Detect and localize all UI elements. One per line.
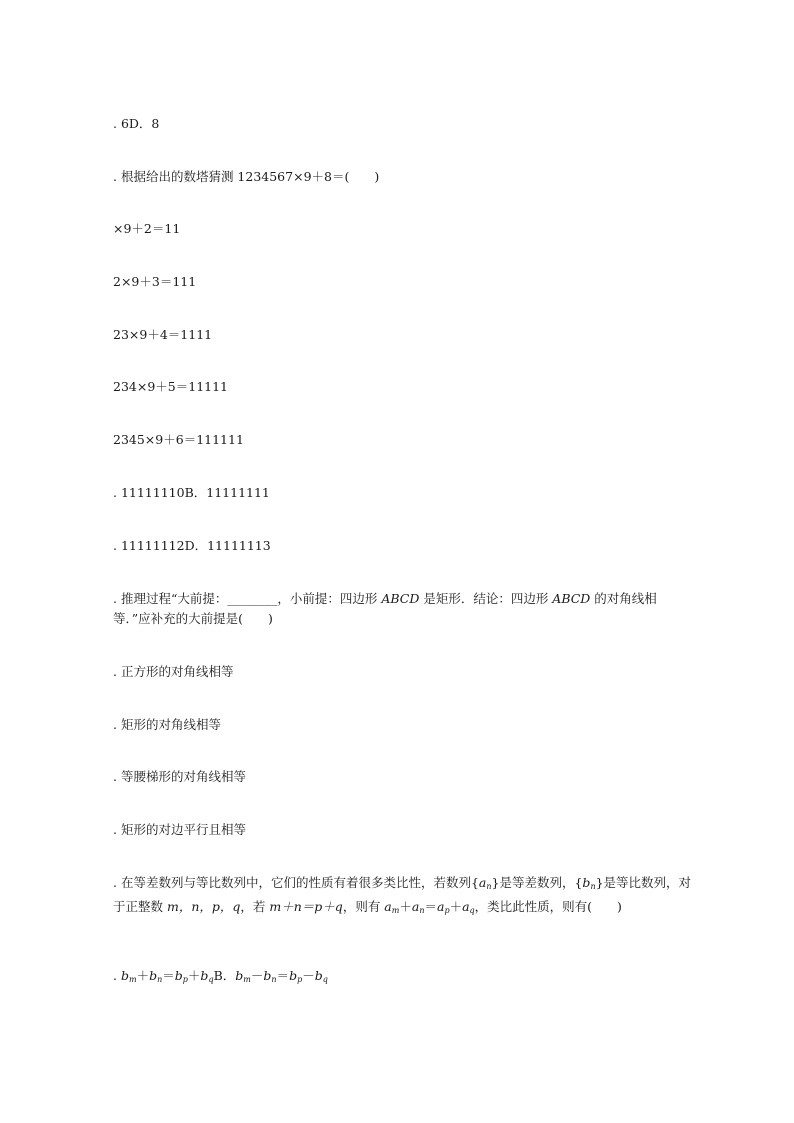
question-text: }是等差数列，{ xyxy=(491,875,583,890)
math-op: ＋ xyxy=(187,968,201,983)
question-sequence-analogy xyxy=(113,873,693,921)
question-syllogism xyxy=(113,589,688,629)
math-sub: n xyxy=(271,975,277,984)
option-line-a-b: . 11111110B．11111111 xyxy=(113,485,270,500)
option-a: . 正方形的对角线相等 xyxy=(113,664,234,679)
math-op: － xyxy=(302,968,315,983)
math-mnpq: m，n，p，q xyxy=(166,899,241,914)
math-b: b xyxy=(174,968,183,983)
tower-line-4: 234×9＋5＝11111 xyxy=(113,379,229,394)
question-text: . 在等差数列与等比数列中，它们的性质有着很多类比性，若数列{ xyxy=(113,875,479,890)
option-d: . 矩形的对边平行且相等 xyxy=(113,822,246,837)
math-a: a xyxy=(411,899,420,914)
math-b: b xyxy=(289,968,298,983)
math-sub: m xyxy=(243,975,251,984)
tower-line-3: 23×9＋4＝1111 xyxy=(113,327,213,342)
question-text: ，则有 xyxy=(342,899,385,914)
math-sub: p xyxy=(297,975,303,984)
question-number-tower: . 根据给出的数塔猜测 1234567×9＋8＝( ) xyxy=(113,169,380,184)
option-b: . 矩形的对角线相等 xyxy=(113,717,221,732)
math-op: ＋ xyxy=(136,968,150,983)
tower-line-1: ×9＋2＝11 xyxy=(113,221,181,236)
math-op: ＝ xyxy=(162,968,175,983)
math-op: ＝ xyxy=(276,968,290,983)
math-sub: q xyxy=(322,975,328,984)
math-sub: p xyxy=(444,906,450,915)
question-text: ，若 xyxy=(240,899,270,914)
math-sub: q xyxy=(469,906,475,915)
tower-line-2: 2×9＋3＝111 xyxy=(113,274,197,289)
math-sub: n xyxy=(486,882,492,891)
option-dot: . xyxy=(113,968,121,983)
math-op: － xyxy=(250,968,264,983)
option-c: . 等腰梯形的对角线相等 xyxy=(113,769,246,784)
math-sub: n xyxy=(157,975,163,984)
math-b: b xyxy=(149,968,158,983)
math-sub: p xyxy=(182,975,188,984)
math-b: b xyxy=(314,968,323,983)
math-condition: m＋n＝p＋q xyxy=(269,899,343,914)
question-text: 的对角线相等．”应补充的大前提是( ) xyxy=(113,591,657,626)
question-text: }是等比数列，对于正整数 xyxy=(113,875,692,914)
math-abcd: ABCD xyxy=(381,591,420,606)
math-b: b xyxy=(263,968,272,983)
question-text: . 推理过程“大前提：________，小前提：四边形 xyxy=(113,591,382,606)
math-b: b xyxy=(200,968,209,983)
math-b: b xyxy=(582,875,591,890)
math-sub: m xyxy=(128,975,137,984)
question-text: 是矩形．结论：四边形 xyxy=(419,591,553,606)
math-a: a xyxy=(384,899,392,914)
math-sub: q xyxy=(208,975,214,984)
math-a: a xyxy=(436,899,445,914)
math-sub: n xyxy=(590,882,596,891)
option-separator: B． xyxy=(213,968,236,983)
math-abcd: ABCD xyxy=(552,591,591,606)
option-line-a-b-sequence xyxy=(113,966,328,990)
math-sub: m xyxy=(391,906,400,915)
math-b: b xyxy=(120,968,129,983)
math-b: b xyxy=(235,968,244,983)
math-op: ＋ xyxy=(399,899,412,914)
option-line-c-d-2: . 11111112D．11111113 xyxy=(113,538,271,553)
math-op: ＋ xyxy=(449,899,463,914)
math-a: a xyxy=(462,899,470,914)
math-a: a xyxy=(478,875,487,890)
question-text: ，类比此性质，则有( ) xyxy=(474,899,622,914)
tower-line-5: 2345×9＋6＝111111 xyxy=(113,432,244,447)
option-line-c-d: . 6D．8 xyxy=(113,116,160,131)
math-sub: n xyxy=(419,906,425,915)
math-op: ＝ xyxy=(424,899,437,914)
